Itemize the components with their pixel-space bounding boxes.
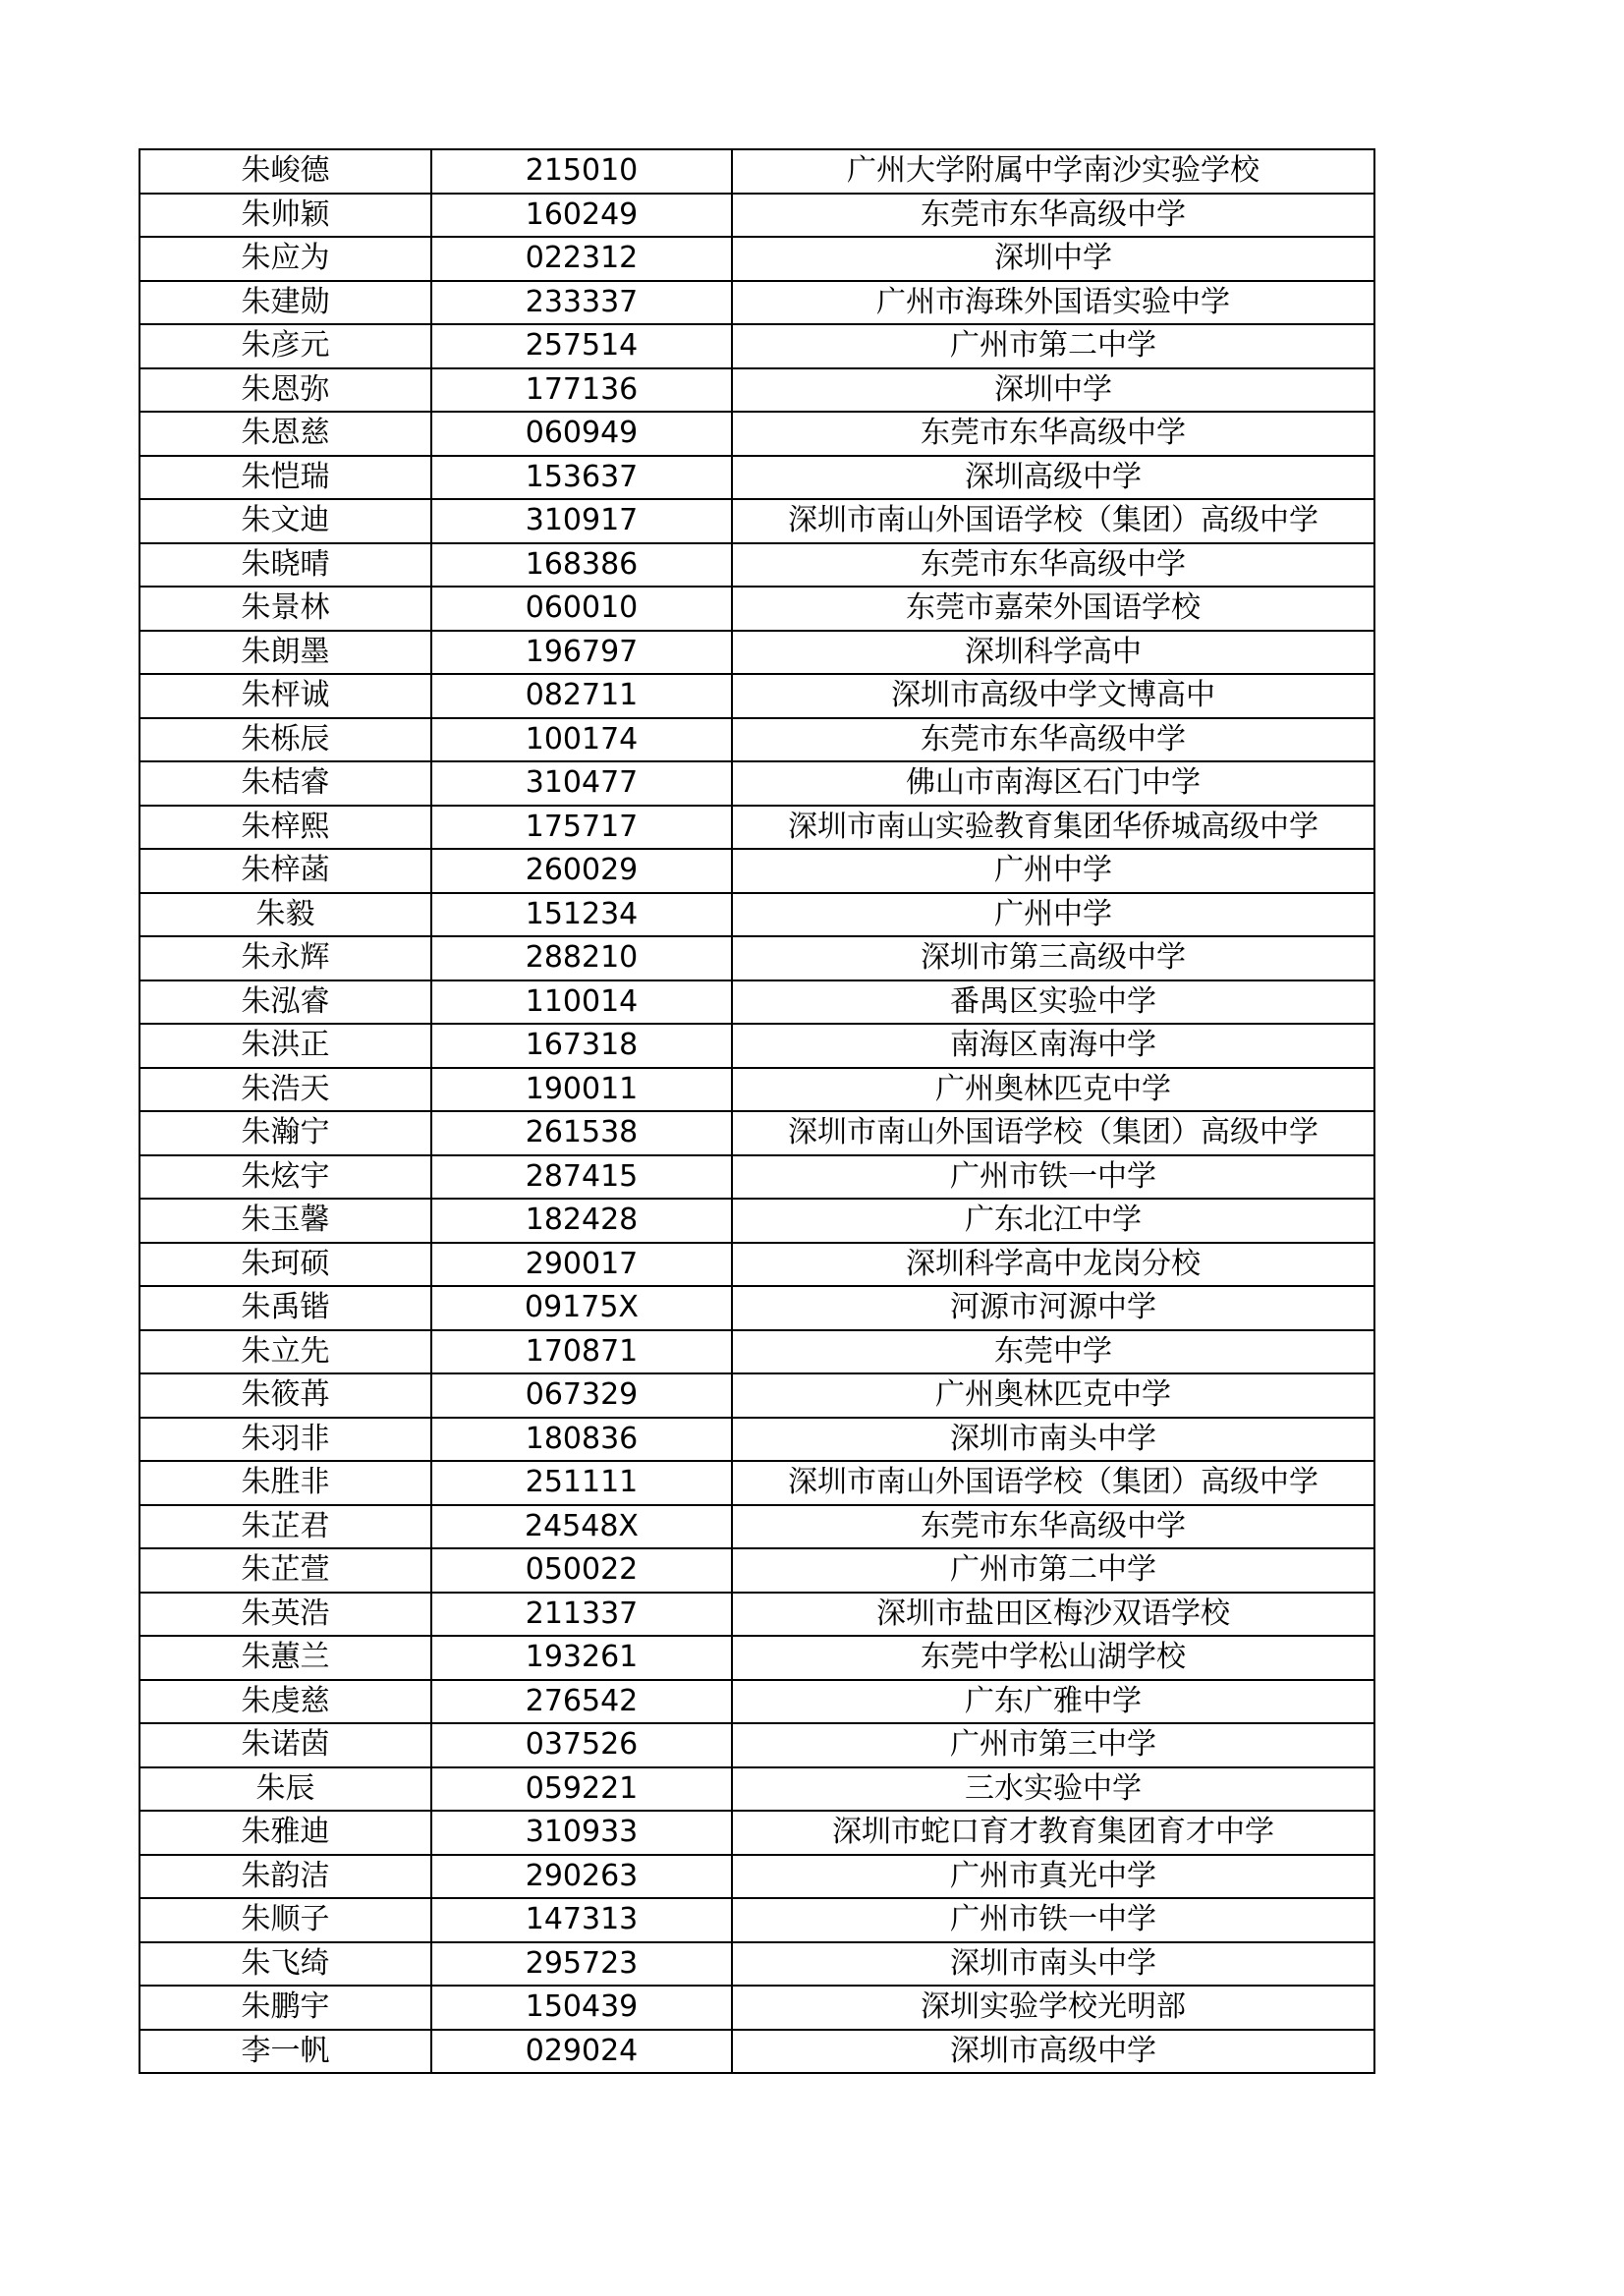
school-name-cell: 广州市铁一中学 xyxy=(732,1898,1374,1942)
table-row xyxy=(140,1024,1374,1068)
student-name-cell: 朱筱苒 xyxy=(140,1373,431,1418)
school-name-cell: 东莞市东华高级中学 xyxy=(732,543,1374,588)
student-id-cell: 153637 xyxy=(431,456,732,500)
table-row xyxy=(140,368,1374,413)
table-row xyxy=(140,1068,1374,1112)
student-name-cell: 朱胜非 xyxy=(140,1461,431,1505)
student-id-cell: 067329 xyxy=(431,1373,732,1418)
student-name-cell: 朱芷萱 xyxy=(140,1548,431,1593)
student-name-cell: 朱辰 xyxy=(140,1767,431,1812)
student-name-cell: 朱韵洁 xyxy=(140,1855,431,1899)
table-row xyxy=(140,1286,1374,1330)
student-name-cell: 朱雅迪 xyxy=(140,1811,431,1855)
school-name-cell: 深圳中学 xyxy=(732,237,1374,281)
student-id-cell: 147313 xyxy=(431,1898,732,1942)
school-name-cell: 广东广雅中学 xyxy=(732,1680,1374,1724)
student-id-cell: 190011 xyxy=(431,1068,732,1112)
table-row xyxy=(140,194,1374,238)
student-id-cell: 050022 xyxy=(431,1548,732,1593)
table-row xyxy=(140,1243,1374,1287)
student-name-cell: 朱诺茵 xyxy=(140,1723,431,1767)
student-table-body xyxy=(140,149,1374,2073)
student-name-cell: 朱桔睿 xyxy=(140,761,431,806)
student-name-cell: 朱枰诚 xyxy=(140,674,431,718)
table-row xyxy=(140,237,1374,281)
table-row xyxy=(140,1461,1374,1505)
student-name-cell: 朱蕙兰 xyxy=(140,1636,431,1680)
student-id-cell: 211337 xyxy=(431,1593,732,1637)
student-id-cell: 059221 xyxy=(431,1767,732,1812)
student-id-cell: 295723 xyxy=(431,1942,732,1987)
student-name-cell: 朱泓睿 xyxy=(140,980,431,1025)
school-name-cell: 东莞中学 xyxy=(732,1330,1374,1374)
table-row xyxy=(140,587,1374,631)
table-row xyxy=(140,1986,1374,2030)
school-name-cell: 广州市真光中学 xyxy=(732,1855,1374,1899)
school-name-cell: 东莞中学松山湖学校 xyxy=(732,1636,1374,1680)
student-id-cell: 060010 xyxy=(431,587,732,631)
school-name-cell: 深圳中学 xyxy=(732,368,1374,413)
student-name-cell: 朱羽非 xyxy=(140,1418,431,1462)
table-row xyxy=(140,718,1374,762)
student-id-cell: 288210 xyxy=(431,936,732,980)
student-name-cell: 朱彦元 xyxy=(140,324,431,368)
student-id-cell: 196797 xyxy=(431,631,732,675)
table-row xyxy=(140,1505,1374,1549)
school-name-cell: 东莞市东华高级中学 xyxy=(732,194,1374,238)
table-row xyxy=(140,2030,1374,2074)
school-name-cell: 广州市第二中学 xyxy=(732,1548,1374,1593)
student-name-cell: 朱禹锴 xyxy=(140,1286,431,1330)
school-name-cell: 东莞市东华高级中学 xyxy=(732,412,1374,456)
student-id-cell: 167318 xyxy=(431,1024,732,1068)
student-id-cell: 276542 xyxy=(431,1680,732,1724)
school-name-cell: 东莞市东华高级中学 xyxy=(732,1505,1374,1549)
school-name-cell: 深圳高级中学 xyxy=(732,456,1374,500)
student-name-cell: 朱飞绮 xyxy=(140,1942,431,1987)
student-id-cell: 290263 xyxy=(431,1855,732,1899)
table-row xyxy=(140,674,1374,718)
table-row xyxy=(140,149,1374,194)
table-row xyxy=(140,1593,1374,1637)
school-name-cell: 三水实验中学 xyxy=(732,1767,1374,1812)
student-id-cell: 310917 xyxy=(431,499,732,543)
school-name-cell: 深圳科学高中龙岗分校 xyxy=(732,1243,1374,1287)
table-row xyxy=(140,1111,1374,1155)
school-name-cell: 深圳市高级中学 xyxy=(732,2030,1374,2074)
school-name-cell: 番禺区实验中学 xyxy=(732,980,1374,1025)
school-name-cell: 深圳市南山外国语学校（集团）高级中学 xyxy=(732,499,1374,543)
school-name-cell: 广州奥林匹克中学 xyxy=(732,1373,1374,1418)
student-id-cell: 193261 xyxy=(431,1636,732,1680)
school-name-cell: 深圳市南山外国语学校（集团）高级中学 xyxy=(732,1461,1374,1505)
school-name-cell: 东莞市嘉荣外国语学校 xyxy=(732,587,1374,631)
student-id-cell: 182428 xyxy=(431,1199,732,1243)
student-id-cell: 037526 xyxy=(431,1723,732,1767)
school-name-cell: 东莞市东华高级中学 xyxy=(732,718,1374,762)
table-row xyxy=(140,1811,1374,1855)
student-name-cell: 朱鹏宇 xyxy=(140,1986,431,2030)
school-name-cell: 广州中学 xyxy=(732,893,1374,937)
student-name-cell: 朱梓熙 xyxy=(140,806,431,850)
student-id-cell: 233337 xyxy=(431,281,732,325)
student-id-cell: 251111 xyxy=(431,1461,732,1505)
student-name-cell: 朱恩弥 xyxy=(140,368,431,413)
student-id-cell: 180836 xyxy=(431,1418,732,1462)
school-name-cell: 广州奥林匹克中学 xyxy=(732,1068,1374,1112)
school-name-cell: 佛山市南海区石门中学 xyxy=(732,761,1374,806)
student-name-cell: 朱栎辰 xyxy=(140,718,431,762)
student-id-cell: 029024 xyxy=(431,2030,732,2074)
school-name-cell: 深圳市南山外国语学校（集团）高级中学 xyxy=(732,1111,1374,1155)
student-id-cell: 310477 xyxy=(431,761,732,806)
student-name-cell: 朱景林 xyxy=(140,587,431,631)
student-id-cell: 09175X xyxy=(431,1286,732,1330)
school-name-cell: 广州市第二中学 xyxy=(732,324,1374,368)
table-row xyxy=(140,631,1374,675)
student-id-cell: 175717 xyxy=(431,806,732,850)
table-row xyxy=(140,1548,1374,1593)
student-id-cell: 170871 xyxy=(431,1330,732,1374)
school-name-cell: 深圳市南山实验教育集团华侨城高级中学 xyxy=(732,806,1374,850)
table-row xyxy=(140,324,1374,368)
table-row xyxy=(140,1898,1374,1942)
school-name-cell: 深圳市盐田区梅沙双语学校 xyxy=(732,1593,1374,1637)
student-name-cell: 朱峻德 xyxy=(140,149,431,194)
student-id-cell: 160249 xyxy=(431,194,732,238)
student-id-cell: 215010 xyxy=(431,149,732,194)
table-row xyxy=(140,1680,1374,1724)
school-name-cell: 深圳市南头中学 xyxy=(732,1942,1374,1987)
student-name-cell: 朱毅 xyxy=(140,893,431,937)
table-row xyxy=(140,281,1374,325)
table-row xyxy=(140,761,1374,806)
student-name-cell: 朱炫宇 xyxy=(140,1155,431,1200)
table-row xyxy=(140,412,1374,456)
student-id-cell: 082711 xyxy=(431,674,732,718)
school-name-cell: 广东北江中学 xyxy=(732,1199,1374,1243)
student-name-cell: 朱文迪 xyxy=(140,499,431,543)
table-row xyxy=(140,1767,1374,1812)
school-name-cell: 深圳实验学校光明部 xyxy=(732,1986,1374,2030)
school-name-cell: 广州市铁一中学 xyxy=(732,1155,1374,1200)
table-row xyxy=(140,936,1374,980)
table-row xyxy=(140,1199,1374,1243)
school-name-cell: 深圳市蛇口育才教育集团育才中学 xyxy=(732,1811,1374,1855)
table-row xyxy=(140,1723,1374,1767)
table-row xyxy=(140,980,1374,1025)
student-name-cell: 朱永辉 xyxy=(140,936,431,980)
student-id-cell: 151234 xyxy=(431,893,732,937)
student-table xyxy=(139,148,1375,2074)
student-name-cell: 朱应为 xyxy=(140,237,431,281)
student-id-cell: 060949 xyxy=(431,412,732,456)
student-id-cell: 022312 xyxy=(431,237,732,281)
table-row xyxy=(140,1855,1374,1899)
student-name-cell: 朱瀚宁 xyxy=(140,1111,431,1155)
student-name-cell: 朱顺子 xyxy=(140,1898,431,1942)
school-name-cell: 广州大学附属中学南沙实验学校 xyxy=(732,149,1374,194)
school-name-cell: 广州市第三中学 xyxy=(732,1723,1374,1767)
student-name-cell: 朱立先 xyxy=(140,1330,431,1374)
student-id-cell: 290017 xyxy=(431,1243,732,1287)
student-id-cell: 24548X xyxy=(431,1505,732,1549)
student-name-cell: 朱帅颖 xyxy=(140,194,431,238)
student-id-cell: 177136 xyxy=(431,368,732,413)
student-id-cell: 100174 xyxy=(431,718,732,762)
student-name-cell: 朱朗墨 xyxy=(140,631,431,675)
student-name-cell: 朱玉馨 xyxy=(140,1199,431,1243)
student-name-cell: 朱恺瑞 xyxy=(140,456,431,500)
table-row xyxy=(140,849,1374,893)
student-id-cell: 260029 xyxy=(431,849,732,893)
table-row xyxy=(140,1418,1374,1462)
table-row xyxy=(140,1155,1374,1200)
student-name-cell: 朱建勋 xyxy=(140,281,431,325)
school-name-cell: 广州市海珠外国语实验中学 xyxy=(732,281,1374,325)
student-id-cell: 310933 xyxy=(431,1811,732,1855)
table-row xyxy=(140,499,1374,543)
student-name-cell: 朱英浩 xyxy=(140,1593,431,1637)
student-name-cell: 朱浩天 xyxy=(140,1068,431,1112)
table-row xyxy=(140,543,1374,588)
student-id-cell: 168386 xyxy=(431,543,732,588)
student-name-cell: 李一帆 xyxy=(140,2030,431,2074)
student-name-cell: 朱梓菡 xyxy=(140,849,431,893)
table-row xyxy=(140,1373,1374,1418)
school-name-cell: 深圳市高级中学文博高中 xyxy=(732,674,1374,718)
school-name-cell: 深圳科学高中 xyxy=(732,631,1374,675)
school-name-cell: 河源市河源中学 xyxy=(732,1286,1374,1330)
table-row xyxy=(140,456,1374,500)
table-row xyxy=(140,1636,1374,1680)
student-id-cell: 257514 xyxy=(431,324,732,368)
table-row xyxy=(140,893,1374,937)
student-id-cell: 150439 xyxy=(431,1986,732,2030)
school-name-cell: 深圳市南头中学 xyxy=(732,1418,1374,1462)
student-name-cell: 朱晓晴 xyxy=(140,543,431,588)
table-row xyxy=(140,1942,1374,1987)
table-row xyxy=(140,1330,1374,1374)
student-id-cell: 261538 xyxy=(431,1111,732,1155)
school-name-cell: 南海区南海中学 xyxy=(732,1024,1374,1068)
table-row xyxy=(140,806,1374,850)
student-name-cell: 朱芷君 xyxy=(140,1505,431,1549)
student-name-cell: 朱洪正 xyxy=(140,1024,431,1068)
student-id-cell: 287415 xyxy=(431,1155,732,1200)
school-name-cell: 广州中学 xyxy=(732,849,1374,893)
student-name-cell: 朱恩慈 xyxy=(140,412,431,456)
student-id-cell: 110014 xyxy=(431,980,732,1025)
student-name-cell: 朱虔慈 xyxy=(140,1680,431,1724)
school-name-cell: 深圳市第三高级中学 xyxy=(732,936,1374,980)
student-name-cell: 朱珂硕 xyxy=(140,1243,431,1287)
